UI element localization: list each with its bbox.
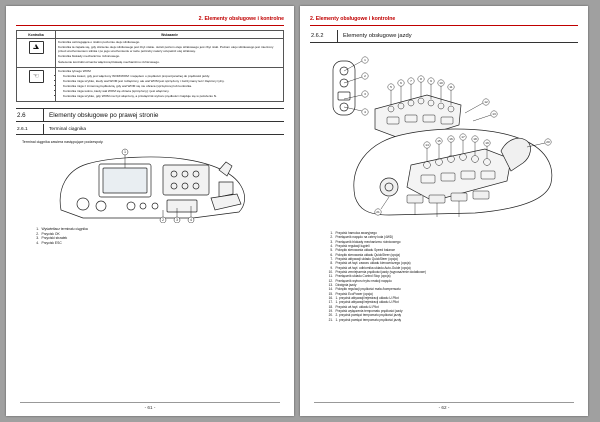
list-item-label: Przycisk zmniejszenia prędkości jazdy (wyposażenie dodatkowe)	[335, 269, 426, 274]
list-item-label: Pokrętło sterowania układu Speed balance	[335, 248, 396, 253]
callout-3: 3	[364, 92, 366, 97]
callout-3: 3	[175, 218, 178, 223]
list-item-label: Dźwignia jazdy	[335, 282, 357, 287]
callout-15: 15	[437, 139, 441, 144]
row1-line3: Kontrolka blokady mechanizmu różnicowego.	[58, 54, 121, 59]
list-item-number: 18.	[328, 304, 333, 309]
list-item-number: 3.	[330, 239, 333, 244]
callout-19: 19	[485, 141, 489, 146]
hand-icon: ☜	[29, 70, 44, 83]
hand-icon-cell	[17, 68, 56, 102]
list-item-label: Przycisk hamulca awaryjnego	[335, 231, 377, 235]
list-item-label: Przycisk ESC	[41, 241, 62, 246]
section-number: 2.6	[17, 111, 26, 119]
callout-13: 13	[492, 112, 496, 117]
callout-17: 17	[461, 135, 465, 140]
callout-5: 5	[390, 85, 392, 90]
callout-12: 12	[484, 100, 488, 105]
list-item-label: Przycisk wyłączenia tempomatu prędkości jazdy	[335, 308, 403, 313]
page-right	[300, 6, 588, 416]
callout-11: 11	[449, 85, 453, 90]
subsection-number: 2.6.2	[311, 33, 324, 39]
list-item-number: 2.	[36, 231, 39, 236]
figure-legend-right	[324, 231, 578, 322]
callout-4: 4	[189, 218, 192, 223]
callout-2: 2	[161, 218, 164, 223]
list-item-number: 9.	[330, 265, 333, 270]
table-cell-description	[56, 68, 284, 102]
callout-1: 1	[364, 58, 366, 63]
list-item-number: 17.	[328, 300, 333, 305]
figure-terminal-ciagnika	[43, 148, 258, 223]
list-item-label: Przycisk wł./wył. zaworu układu kierowniczego (opcja)	[335, 261, 411, 266]
callout-16: 16	[449, 137, 453, 142]
table-header-row	[17, 31, 284, 39]
callout-20: 20	[546, 140, 550, 145]
list-item-number: 15.	[328, 291, 333, 296]
list-item-number: 16.	[328, 295, 333, 300]
page-header-right	[310, 14, 578, 26]
list-item-label: 1. przycisk aktywacji/rejestracji układu U-Pilot	[335, 295, 399, 300]
list-item-number: 1.	[330, 231, 333, 235]
list-item-number: 3.	[36, 236, 39, 241]
table-cell-description	[56, 39, 284, 68]
lead-paragraph: Terminal ciągnika zawiera następujące podzespoły.	[22, 140, 104, 145]
callout-10: 10	[439, 81, 443, 86]
table-row	[17, 68, 284, 102]
list-item-label: Pokrętło regulacji prędkości mała /kompensatu	[335, 287, 401, 292]
list-item-label: 1. przycisk pamięci tempomatu prędkości jazdy	[335, 317, 402, 322]
list-item-number: 8.	[330, 261, 333, 266]
row1-line2: Kontrolka ta zapala się, gdy ciśnienie oleju silnikowego jest zbyt niskie. Jeżeli poziom oleju silnikowego jest zbyt niski. Poziom oleju silnikowego jest mierzony przed uruchomieniem silnika i po jego uruchomieniu w razie potrzeby należy uzupełnić olej silnikowy.	[58, 44, 274, 53]
header-title-right: 2. Elementy obsługowe i kontrolne	[310, 15, 396, 22]
list-item-label: Przycisk regulacji kąpieli	[335, 243, 370, 248]
control-lamp-table	[16, 30, 284, 102]
list-item-label: Przycisk wł./wył. układu U-Pilot	[335, 304, 379, 309]
callout-6: 6	[400, 81, 402, 86]
row2-title: Kontrolka tylnego WOM	[58, 68, 91, 73]
list-item-number: 11.	[328, 274, 333, 279]
row2-bullet: • Kontrolka miga z zmienną prędkością, gdy wał WOM się nie obraca (sprzężone) lub kontrolka.	[63, 85, 281, 89]
warning-triangle-icon	[29, 41, 44, 54]
table-row	[17, 39, 284, 68]
row1-line1: Kontrolka ostrzegająca o niskim poziomie oleju silnikowego.	[58, 39, 141, 44]
list-item-number: 14.	[328, 287, 333, 292]
list-item	[30, 241, 284, 245]
section-title: Elementy obsługowe po prawej stronie	[43, 109, 284, 121]
list-item-number: 5.	[330, 248, 333, 253]
figure-legend-left	[30, 227, 284, 246]
callout-8: 8	[420, 77, 422, 82]
page-footer-right	[300, 402, 588, 410]
callout-18: 18	[473, 137, 477, 142]
header-title-left: 2. Elementy obsługowe i kontrolne	[198, 15, 284, 22]
callout-9: 9	[430, 79, 432, 84]
list-item-label: Przycisk wł./wył. odbiornika układu Auto-Guide (opcja)	[335, 265, 411, 270]
row2-bullet: • Kontrolka miga wolno, kiedy wał WOM się obraca (sprzężony) i jest włączony.	[63, 90, 281, 94]
list-item-label: Przycisk EcoPower (opcja)	[335, 291, 373, 296]
list-item-number: 10.	[328, 269, 333, 274]
list-item-number: 7.	[330, 256, 333, 261]
subsection-heading-2-6-1	[16, 124, 284, 135]
table-header-kontrolka: Kontrolka	[17, 31, 56, 39]
list-item-number: 19.	[328, 308, 333, 313]
subsection-title: Terminal ciągnika	[43, 124, 284, 134]
row2-bullet: • Kontrolka świeci, gdy jest włączony WOM/WOM i napędem o prędkości proporcjonalnej do prędkości jazdy.	[63, 75, 281, 79]
list-item-number: 4.	[36, 241, 39, 246]
footer-rule	[314, 402, 574, 403]
list-item-label: Przełącznik układu Control Stop (opcja)	[335, 274, 391, 279]
table-header-wskazanie: Wskazanie	[56, 31, 284, 39]
row2-bullet: • Kontrolka miga szybko, gdy WOM ma być włączony, a przełącznik wyboru prędkości znajduje się w położeniu N.	[63, 95, 281, 99]
list-item-number: 21.	[328, 317, 333, 322]
row2-bullet: • Kontrolka miga szybko, kiedy wał WOM jest rozłączony, ale wał WOM jest sprzężony i zatrzymany lecz złączony tylny.	[63, 80, 281, 84]
list-item-label: 1. przycisk aktywacji/rejestracji układu U-Pilot	[335, 300, 399, 305]
callout-21: 21	[376, 210, 380, 215]
callout-1: 1	[123, 150, 126, 155]
callout-14: 14	[425, 143, 429, 148]
page-footer-left	[6, 402, 294, 410]
page-header-left	[16, 14, 284, 26]
list-item-number: 2.	[330, 235, 333, 240]
callout-7: 7	[410, 79, 412, 84]
row2-bullets	[58, 75, 281, 98]
list-item-number: 6.	[330, 252, 333, 257]
page-number-right: - 62 -	[438, 405, 450, 410]
callout-2: 2	[364, 74, 366, 79]
list-item-label: Pokrętło sterowania układu QuickSteer (opcja)	[335, 252, 401, 257]
list-item-label: Przyciski strzałek	[41, 236, 68, 241]
row1-line4: Świecenie kontrolki oznacza włączoną blokadę mechanizmu różnicowego.	[58, 59, 160, 64]
list-item-number: 1.	[36, 227, 39, 232]
figure-elementy-obslugowe-jazdy	[315, 47, 573, 229]
list-item-label: Przełącznik wyboru trybu reakcji napędu	[335, 278, 392, 283]
list-item-number: 12.	[328, 278, 333, 283]
section-heading-2-6	[16, 108, 284, 122]
list-item-label: Przycisk aktywacji układu QuickSteer (opcja)	[335, 256, 398, 261]
warning-triangle-icon-cell	[17, 39, 56, 68]
list-item-number: 4.	[330, 243, 333, 248]
list-item-number: 13.	[328, 282, 333, 287]
list-item-label: Przycisk OK	[41, 231, 60, 236]
callout-4: 4	[364, 110, 366, 115]
subsection-title: Elementy obsługowe jazdy	[337, 30, 578, 42]
footer-rule	[20, 402, 280, 403]
list-item-label: Przełącznik napędu na cztery koła (4WD)	[335, 235, 394, 240]
page-number-left: - 61 -	[144, 405, 156, 410]
list-item-label: Przełącznik blokady mechanizmu różnicowego	[335, 239, 401, 244]
subsection-heading-2-6-2	[310, 30, 578, 43]
list-item-label: Wyświetlacz terminalu ciągnika	[41, 227, 88, 232]
list-item	[324, 318, 578, 322]
list-item-number: 20.	[328, 313, 333, 318]
list-item-label: 2. przycisk pamięci tempomatu prędkości jazdy	[335, 313, 402, 318]
subsection-number: 2.6.1	[17, 126, 28, 132]
page-left	[6, 6, 294, 416]
